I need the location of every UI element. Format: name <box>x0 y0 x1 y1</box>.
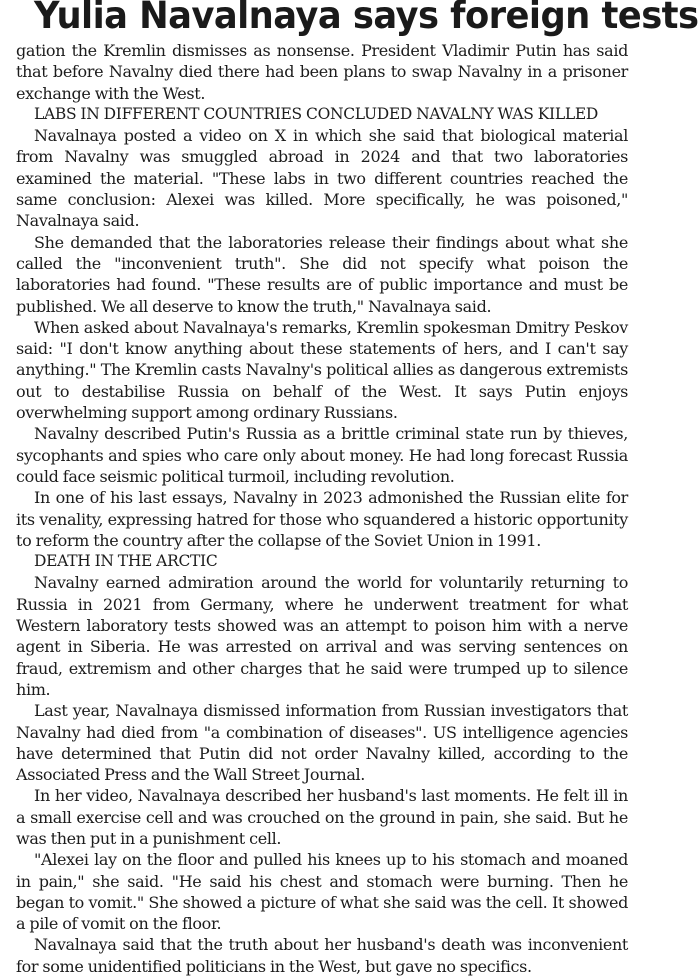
article-paragraph: In one of his last essays, Navalny in 2023 admonished the Russian elite for its venality, expressing hatred for those who squandered a historic opportunity to reform the country after the collapse of the Soviet Union in 1991. <box>16 488 628 550</box>
article-paragraph: Last year, Navalnaya dismissed information from Russian investigators that Navalny had died from "a combination of diseases". US intelligence agencies have determined that Putin did not order Navalny killed, according to the Associated Press and the Wall Street Journal. <box>16 701 628 785</box>
article-paragraph: In her video, Navalnaya described her husband's last moments. He felt ill in a small exercise cell and was crouched on the ground in pain, she said. But he was then put in a punishment cell. <box>16 786 628 848</box>
article-body <box>16 40 628 977</box>
article-paragraph: Navalny earned admiration around the world for voluntarily returning to Russia in 2021 from Germany, where he underwent treatment for what Western laboratory tests showed was an attempt to poison him with a nerve agent in Siberia. He was arrested on arrival and was serving sentences on fraud, extremism and other charges that he said were trumped up to silence him. <box>16 573 628 699</box>
section-subhead: LABS IN DIFFERENT COUNTRIES CONCLUDED NAVALNY WAS KILLED <box>34 104 598 123</box>
section-subhead: DEATH IN THE ARCTIC <box>34 552 218 571</box>
headline: Yulia Navalnaya says foreign tests <box>34 0 698 37</box>
article-paragraph: Navalny described Putin's Russia as a brittle criminal state run by thieves, sycophants and spies who care only about money. He had long forecast Russia could face seismic political turmoil, including revolution. <box>16 424 628 486</box>
article-paragraph: When asked about Navalnaya's remarks, Kremlin spokesman Dmitry Peskov said: "I don't know anything about these statements of hers, and I can't say anything." The Kremlin casts Navalny's political allies as dangerous extremists out to destabilise Russia on behalf of the West. It says Putin enjoys overwhelming support among ordinary Russians. <box>16 317 628 423</box>
article-paragraph: gation the Kremlin dismisses as nonsense. President Vladimir Putin has said that before Navalny died there had been plans to swap Navalny in a prisoner exchange with the West. <box>16 41 628 103</box>
article-paragraph: "Alexei lay on the floor and pulled his knees up to his stomach and moaned in pain," she said. "He said his chest and stomach were burning. Then he began to vomit." She showed a picture of what she said was the cell. It showed a pile of vomit on the floor. <box>16 850 628 934</box>
article-paragraph: She demanded that the laboratories release their findings about what she called the "inconvenient truth". She did not specify what poison the laboratories had found. "These results are of public importance and must be published. We all deserve to know the truth," Navalnaya said. <box>16 232 628 316</box>
article-paragraph: Navalnaya posted a video on X in which she said that biological material from Navalny was smuggled abroad in 2024 and that two laboratories examined the material. "These labs in two different countries reached the same conclusion: Alexei was killed. More specifically, he was poisoned," Navalnaya said. <box>16 126 628 231</box>
article-paragraph: Navalnaya said that the truth about her husband's death was inconvenient for some unidentified politicians in the West, but gave no specifics. <box>16 935 628 976</box>
